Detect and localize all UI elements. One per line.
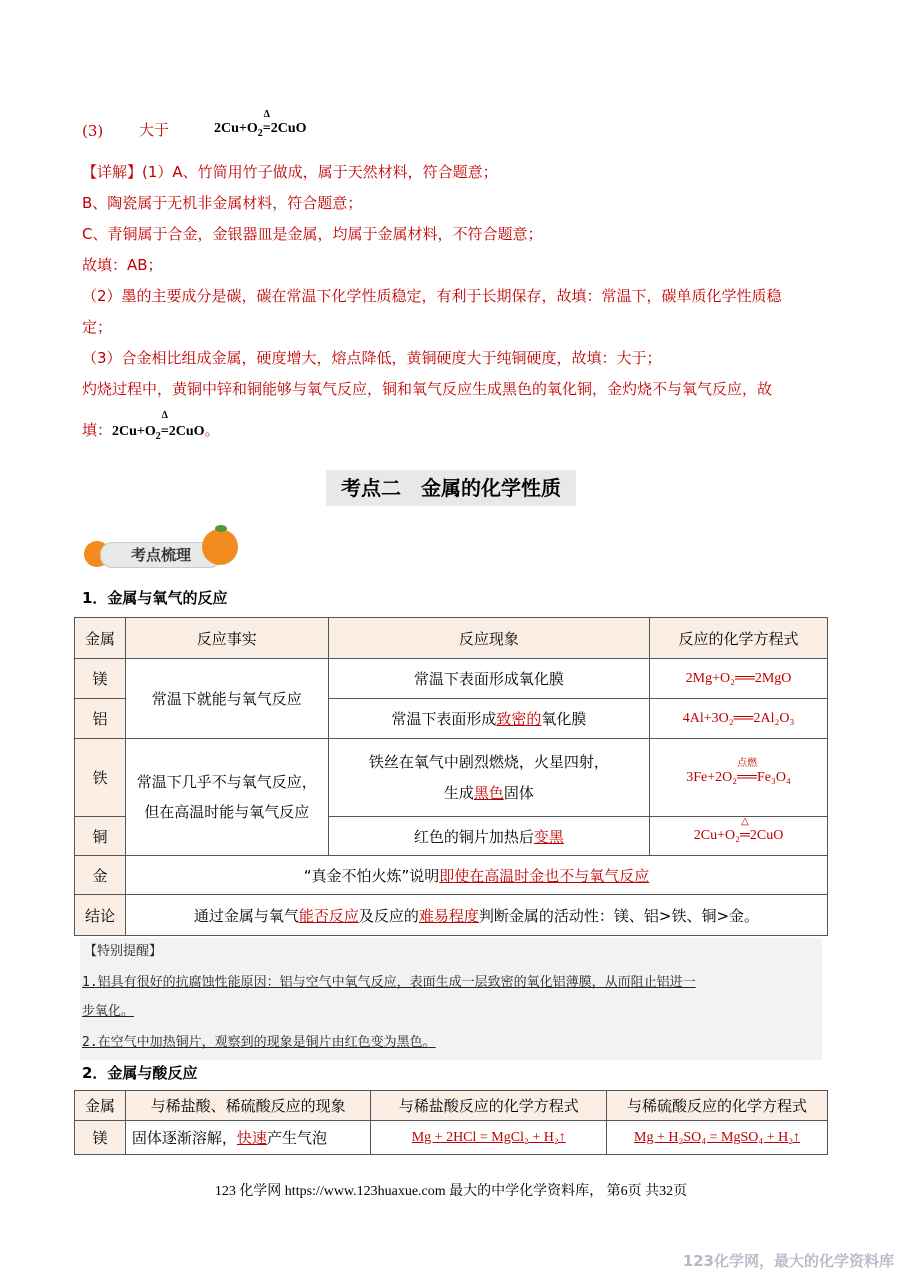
heading-acid: 2．金属与酸反应 xyxy=(82,1064,198,1082)
heading-oxygen: 1．金属与氧气的反应 xyxy=(82,589,228,607)
tip-line-2: 步氧化。 xyxy=(82,1004,135,1019)
oxygen-reaction-table xyxy=(74,617,828,936)
detail-line-9 xyxy=(82,410,822,447)
table-header-row xyxy=(75,618,828,659)
phenomenon-cell: 常温下表面形成致密的氧化膜 xyxy=(328,699,649,739)
page-footer: 123 化学网 https://www.123huaxue.com 最大的中学化学资料库， 第6页 共32页 xyxy=(214,1184,688,1199)
equation-cell: 2Cu+O₂═ △ 2CuO xyxy=(650,817,828,856)
detail-line-9-end: 。 xyxy=(204,421,220,439)
gold-cell: “真金不怕火炼”说明即使在高温时金也不与氧气反应 xyxy=(125,856,827,895)
detail-tag: 【详解】 xyxy=(82,163,143,181)
col-header: 反应现象 xyxy=(328,618,649,659)
special-tip xyxy=(80,938,822,1060)
metal-cell: 铝 xyxy=(75,699,126,739)
phenomenon-cell: 铁丝在氧气中剧烈燃烧，火星四射， 生成黑色固体 xyxy=(328,739,649,817)
answer-text: 大于 xyxy=(139,121,170,139)
orange-icon xyxy=(202,529,238,565)
answer-label: (3) xyxy=(82,122,104,140)
section-title: 考点二 金属的化学性质 xyxy=(326,470,576,506)
detail-line-3: C、青铜属于合金，金银器皿是金属，均属于金属材料，不符合题意； xyxy=(82,225,543,243)
detail-block xyxy=(82,162,822,447)
col-header: 与稀硫酸反应的化学方程式 xyxy=(607,1091,828,1121)
leaf-icon xyxy=(215,525,227,532)
detail-equation: $2Cu+O_2=$ Δ 2CuO xyxy=(112,410,205,442)
metal-cell: 镁 xyxy=(75,659,126,699)
tip-line-1: 1.铝具有很好的抗腐蚀性能原因：铝与空气中氧气反应，表面生成一层致密的氧化铝薄膜，从而阻止铝进一 xyxy=(82,975,696,990)
detail-line-5: （2）墨的主要成分是碳，碳在常温下化学性质稳定，有利于长期保存，故填：常温下，碳单质化学性质稳 xyxy=(82,287,782,305)
col-header: 与稀盐酸反应的化学方程式 xyxy=(371,1091,607,1121)
badge-label: 考点梳理 xyxy=(100,542,222,568)
detail-line-6: 定； xyxy=(82,318,113,336)
detail-line-1 xyxy=(82,162,822,193)
equation-cell: 4Al+3O₂══2Al₂O₃ xyxy=(650,699,828,739)
fact-cell: 常温下几乎不与氧气反应， 但在高温时能与氧气反应 xyxy=(125,739,328,856)
table-header-row xyxy=(75,1091,828,1121)
tip-line-3: 2.在空气中加热铜片，观察到的现象是铜片由红色变为黑色。 xyxy=(82,1035,436,1050)
table-row xyxy=(75,1121,828,1155)
col-header: 与稀盐酸、稀硫酸反应的现象 xyxy=(125,1091,370,1121)
col-header: 反应的化学方程式 xyxy=(650,618,828,659)
metal-cell: 铜 xyxy=(75,817,126,856)
metal-cell: 铁 xyxy=(75,739,126,817)
phenomenon-cell: 固体逐渐溶解，快速产生气泡 xyxy=(125,1121,370,1155)
col-header: 金属 xyxy=(75,618,126,659)
detail-line-4: 故填：AB； xyxy=(82,256,163,274)
table-row xyxy=(75,856,828,895)
topic-badge xyxy=(82,525,242,575)
detail-line-7: （3）合金相比组成金属，硬度增大，熔点降低，黄铜硬度大于纯铜硬度，故填：大于； xyxy=(82,349,662,367)
detail-text: (1）A、竹简用竹子做成，属于天然材料，符合题意； xyxy=(142,163,498,181)
detail-line-9-text: 填： xyxy=(82,421,113,439)
equation-cell: Mg + 2HCl = MgCl₂ + H₂↑ xyxy=(371,1121,607,1155)
metal-cell: 结论 xyxy=(75,895,126,936)
acid-reaction-table xyxy=(74,1090,828,1155)
equation-cell: 2Mg+O₂══2MgO xyxy=(650,659,828,699)
table-row xyxy=(75,659,828,699)
fact-cell: 常温下就能与氧气反应 xyxy=(125,659,328,739)
col-header: 反应事实 xyxy=(125,618,328,659)
tip-title: 【特别提醒】 xyxy=(84,944,163,959)
detail-line-8: 灼烧过程中，黄铜中锌和铜能够与氧气反应，铜和氧气反应生成黑色的氧化铜，金灼烧不与氧气反应，故 xyxy=(82,380,773,398)
phenomenon-cell: 红色的铜片加热后变黑 xyxy=(328,817,649,856)
metal-cell: 金 xyxy=(75,856,126,895)
phenomenon-cell: 常温下表面形成氧化膜 xyxy=(328,659,649,699)
metal-cell: 镁 xyxy=(75,1121,126,1155)
watermark: 123化学网，最大的化学资料库 xyxy=(682,1252,894,1270)
equation-cell: 3Fe+2O₂══ 点燃 Fe₃O₄ xyxy=(650,739,828,817)
conclusion-cell: 通过金属与氧气能否反应及反应的难易程度判断金属的活动性：镁、铝>铁、铜>金。 xyxy=(125,895,827,936)
table-row xyxy=(75,739,828,817)
equation-cell: Mg + H₂SO₄ = MgSO₄ + H₂↑ xyxy=(607,1121,828,1155)
table-row xyxy=(75,895,828,936)
detail-line-2: B、陶瓷属于无机非金属材料，符合题意； xyxy=(82,194,363,212)
answer-equation: $2Cu+O_2=$ Δ 2CuO xyxy=(214,109,307,139)
col-header: 金属 xyxy=(75,1091,126,1121)
